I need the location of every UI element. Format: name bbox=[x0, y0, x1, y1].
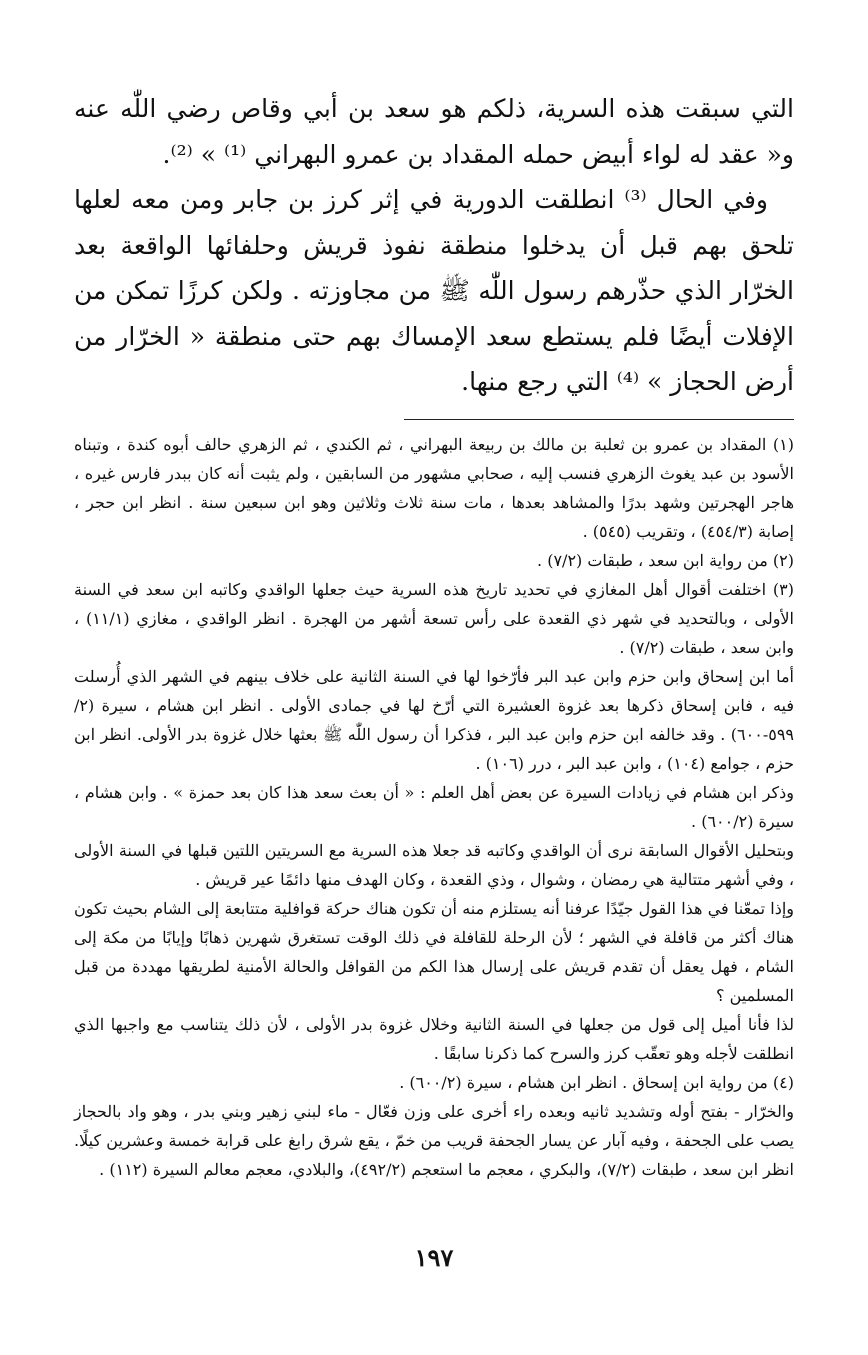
page-content bbox=[74, 86, 794, 1184]
footnote-2: (٢) من رواية ابن سعد ، طبقات (٧/٢) . bbox=[537, 550, 794, 570]
main-paragraph-1: التي سبقت هذه السرية، ذلكم هو سعد بن أبي وقاص رضي اللّٰه عنه و« عقد له لواء أبيض حمله المقداد بن عمرو البهراني ⁽¹⁾ » ⁽²⁾. bbox=[74, 94, 794, 169]
footnote-3-continued-c: وبتحليل الأقوال السابقة نرى أن الواقدي وكاتبه قد جعلا هذه السرية مع السريتين اللتين قبلها في السنة الأولى ، وفي أشهر متتالية هي رمضان ، وشوال ، وذي القعدة ، وكان الهدف منها دائمًا عير قريش . bbox=[74, 840, 794, 889]
footnote-4: (٤) من رواية ابن إسحاق . انظر ابن هشام ، سيرة (٦٠٠/٢) . bbox=[399, 1072, 794, 1092]
main-paragraph-2: وفي الحال ⁽³⁾ انطلقت الدورية في إثر كرز بن جابر ومن معه لعلها تلحق بهم قبل أن يدخلوا منطقة نفوذ قريش وحلفائها الواقعة بعد الخرّار الذي حذّرهم رسول اللّٰه ﷺ من مجاوزته . ولكن كرزًا تمكن من الإفلات أيضًا فلم يستطع سعد الإمساك بهم حتى منطقة « الخرّار من أرض الحجاز » ⁽⁴⁾ التي رجع منها. bbox=[74, 185, 794, 396]
main-text bbox=[74, 86, 794, 405]
footnote-3-continued-a: أما ابن إسحاق وابن حزم وابن عبد البر فأرّخوا لها في السنة الثانية على خلاف بينهم في الشهر الذي أُرسلت فيه ، فابن إسحاق ذكرها بعد غزوة العشيرة التي أرّخ لها في جمادى الأولى . انظر ابن هشام ، سيرة (٢/ ٥٩٩-٦٠٠) . وقد خالفه ابن حزم وابن عبد البر ، فذكرا أن رسول اللّٰه ﷺ بعثها خلال غزوة بدر الأولى. انظر ابن حزم ، جوامع (١٠٤) ، وابن عبد البر ، درر (١٠٦) . bbox=[74, 666, 794, 773]
footnote-3: (٣) اختلفت أقوال أهل المغازي في تحديد تاريخ هذه السرية حيث جعلها الواقدي وكاتبه ابن سعد في السنة الأولى ، وبالتحديد في شهر ذي القعدة على رأس تسعة أشهر من الهجرة . انظر الواقدي ، مغازي (١١/١) ، وابن سعد ، طبقات (٧/٢) . bbox=[74, 579, 795, 657]
footnote-3-continued-e: لذا فأنا أميل إلى قول من جعلها في السنة الثانية وخلال غزوة بدر الأولى ، لأن ذلك يتناسب مع واجبها الذي انطلقت لأجله وهو تعقّب كرز والسرح كما ذكرنا سابقًا . bbox=[74, 1014, 794, 1063]
footnote-4-continued: والخرّار - بفتح أوله وتشديد ثانيه وبعده راء أخرى على وزن فعّال - ماء لبني زهير وبني بدر ، وهو واد بالحجاز يصب على الجحفة ، وفيه آبار عن يسار الجحفة قريب من خمّ ، يقع شرق رابغ على قرابة خمسة وعشرين كيلًا. انظر ابن سعد ، طبقات (٧/٢)، والبكري ، معجم ما استعجم (٤٩٢/٢)، والبلادي، معجم معالم السيرة (١١٢) . bbox=[74, 1101, 794, 1179]
footnote-1: (١) المقداد بن عمرو بن ثعلبة بن مالك بن ربيعة البهراني ، ثم الكندي ، ثم الزهري حالف أبوه كندة ، وتبناه الأسود بن عبد يغوث الزهري فنسب إليه ، صحابي مشهور من السابقين ، ولم يثبت أنه كان ببدر فارس غيره ، هاجر الهجرتين وشهد بدرًا والمشاهد بعدها ، مات سنة ثلاث وثلاثين وهو ابن سبعين سنة . انظر ابن حجر ، إصابة (٤٥٤/٣) ، وتقريب (٥٤٥) . bbox=[74, 434, 794, 541]
footnote-separator bbox=[404, 419, 794, 420]
footnote-3-continued-d: وإذا تمعّنا في هذا القول جيّدًا عرفنا أنه يستلزم منه أن تكون هناك حركة قوافلية متتابعة إلى الشام بحيث تكون هناك أكثر من قافلة في الشهر ؛ لأن الرحلة للقافلة في ذلك الوقت تستغرق شهرين ذهابًا وإيابًا من مكة إلى الشام ، فهل يعقل أن تقدم قريش على إرسال هذا الكم من القوافل والحالة الأمنية لطريقها مهددة من قبل المسلمين ؟ bbox=[74, 898, 794, 1005]
footnotes bbox=[74, 430, 794, 1184]
footnote-3-continued-b: وذكر ابن هشام في زيادات السيرة عن بعض أهل العلم : « أن بعث سعد هذا كان بعد حمزة » . وابن هشام ، سيرة (٦٠٠/٢) . bbox=[74, 782, 794, 831]
page-number: ١٩٧ bbox=[414, 1243, 454, 1272]
